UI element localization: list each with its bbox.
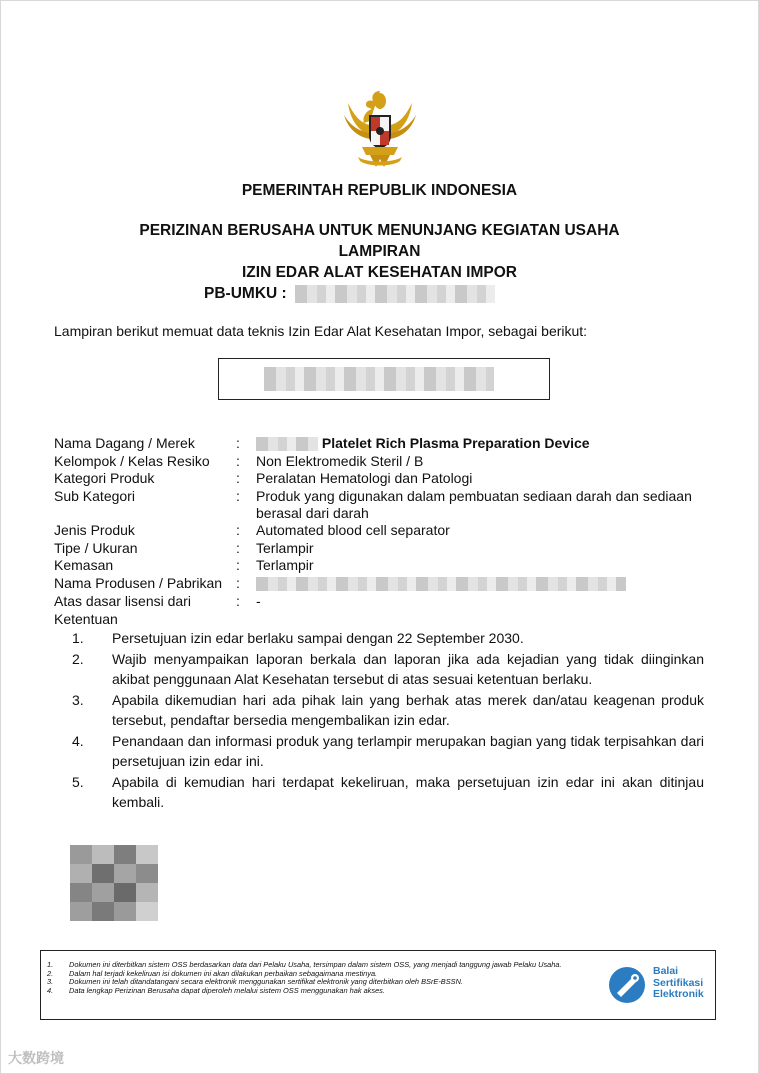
field-colon: : xyxy=(236,522,240,538)
footer-note: 3. Dokumen ini telah ditandatangani secara elektronik menggunakan sertifikat elektronik yang diterbitkan oleh BSrE-BSSN. xyxy=(47,977,463,987)
field-label: Atas dasar lisensi dari xyxy=(54,593,191,609)
field-colon: : xyxy=(236,575,240,591)
field-label: Tipe / Ukuran xyxy=(54,540,138,556)
field-label: Nama Dagang / Merek xyxy=(54,435,195,451)
field-colon: : xyxy=(236,453,240,469)
ketentuan-label: Ketentuan xyxy=(54,611,118,627)
field-label: Kemasan xyxy=(54,557,114,573)
garuda-emblem-icon xyxy=(340,85,420,171)
field-value: Produk yang digunakan dalam pembuatan sediaan darah dan sediaan berasal dari darah xyxy=(256,488,692,521)
bsre-logo xyxy=(607,963,711,1007)
field-label: Nama Produsen / Pabrikan xyxy=(54,575,223,591)
field-colon: : xyxy=(236,593,240,609)
bsre-logo-icon xyxy=(607,965,647,1005)
brand-redacted xyxy=(256,437,318,451)
footer-notes xyxy=(47,961,607,995)
product-number-box xyxy=(218,358,550,400)
doc-title-line3: IZIN EDAR ALAT KESEHATAN IMPOR xyxy=(242,264,517,281)
field-value: Automated blood cell separator xyxy=(256,522,450,538)
field-colon: : xyxy=(236,540,240,556)
bsre-logo-text: Balai Sertifikasi Elektronik xyxy=(653,965,704,1000)
list-item: 2. Wajib menyampaikan laporan berkala dan laporan jika ada kejadian yang tidak diinginkan akibat penggunaan Alat Kesehatan tersebut di atas sesuai ketentuan berlaku. xyxy=(72,650,704,687)
field-colon: : xyxy=(236,470,240,486)
field-value: Terlampir xyxy=(256,540,314,556)
list-item: 3. Apabila dikemudian hari ada pihak lain yang berhak atas merek dan/atau keagenan produk tersebut, pendaftar bersedia mengembalikan izin edar. xyxy=(72,691,704,728)
watermark-text: 大数跨境 xyxy=(8,1050,64,1066)
field-value: Peralatan Hematologi dan Patologi xyxy=(256,470,473,486)
list-item: 1. Persetujuan izin edar berlaku sampai dengan 22 September 2030. xyxy=(72,630,524,646)
ketentuan-list xyxy=(72,628,704,813)
intro-text: Lampiran berikut memuat data teknis Izin Edar Alat Kesehatan Impor, sebagai berikut: xyxy=(54,323,588,339)
field-label: Kategori Produk xyxy=(54,470,155,486)
pb-umku-row xyxy=(0,285,729,303)
field-colon: : xyxy=(236,488,240,504)
list-item: 5. Apabila di kemudian hari terdapat kekeliruan, maka persetujuan izin edar ini akan ditinjau kembali. xyxy=(72,773,704,810)
field-colon: : xyxy=(236,435,240,451)
field-label: Kelompok / Kelas Resiko xyxy=(54,453,210,469)
field-value: - xyxy=(256,593,261,609)
field-label: Jenis Produk xyxy=(54,522,135,538)
field-colon: : xyxy=(236,557,240,573)
field-value: Terlampir xyxy=(256,557,314,573)
field-label: Sub Kategori xyxy=(54,488,135,504)
doc-title-line1: PERIZINAN BERUSAHA UNTUK MENUNJANG KEGIATAN USAHA xyxy=(139,222,620,239)
list-item: 4. Penandaan dan informasi produk yang terlampir merupakan bagian yang tidak terpisahkan dari persetujuan izin edar ini. xyxy=(72,732,704,769)
footer-note: 1. Dokumen ini diterbitkan sistem OSS berdasarkan data dari Pelaku Usaha, tersimpan dalam sistem OSS, yang menjadi tanggung jawab Pelaku Usaha. xyxy=(47,960,562,969)
pb-umku-redacted xyxy=(295,285,495,303)
product-number-redacted xyxy=(264,367,494,391)
field-value: Platelet Rich Plasma Preparation Device xyxy=(321,435,590,451)
government-title: PEMERINTAH REPUBLIK INDONESIA xyxy=(241,182,518,199)
footer-note: 2. Dalam hal terjadi kekeliruan isi dokumen ini akan dilakukan perbaikan sebagaimana mestinya. xyxy=(47,968,378,978)
qr-code-redacted xyxy=(70,845,158,921)
doc-title-line2: LAMPIRAN xyxy=(338,243,421,260)
footer-note: 4. Data lengkap Perizinan Berusaha dapat diperoleh melalui sistem OSS menggunakan hak akses. xyxy=(47,985,385,995)
pb-umku-label: PB-UMKU : xyxy=(204,285,287,303)
footer-notes-box xyxy=(40,950,716,1020)
manufacturer-redacted xyxy=(256,577,626,591)
field-value: Non Elektromedik Steril / B xyxy=(256,453,424,469)
